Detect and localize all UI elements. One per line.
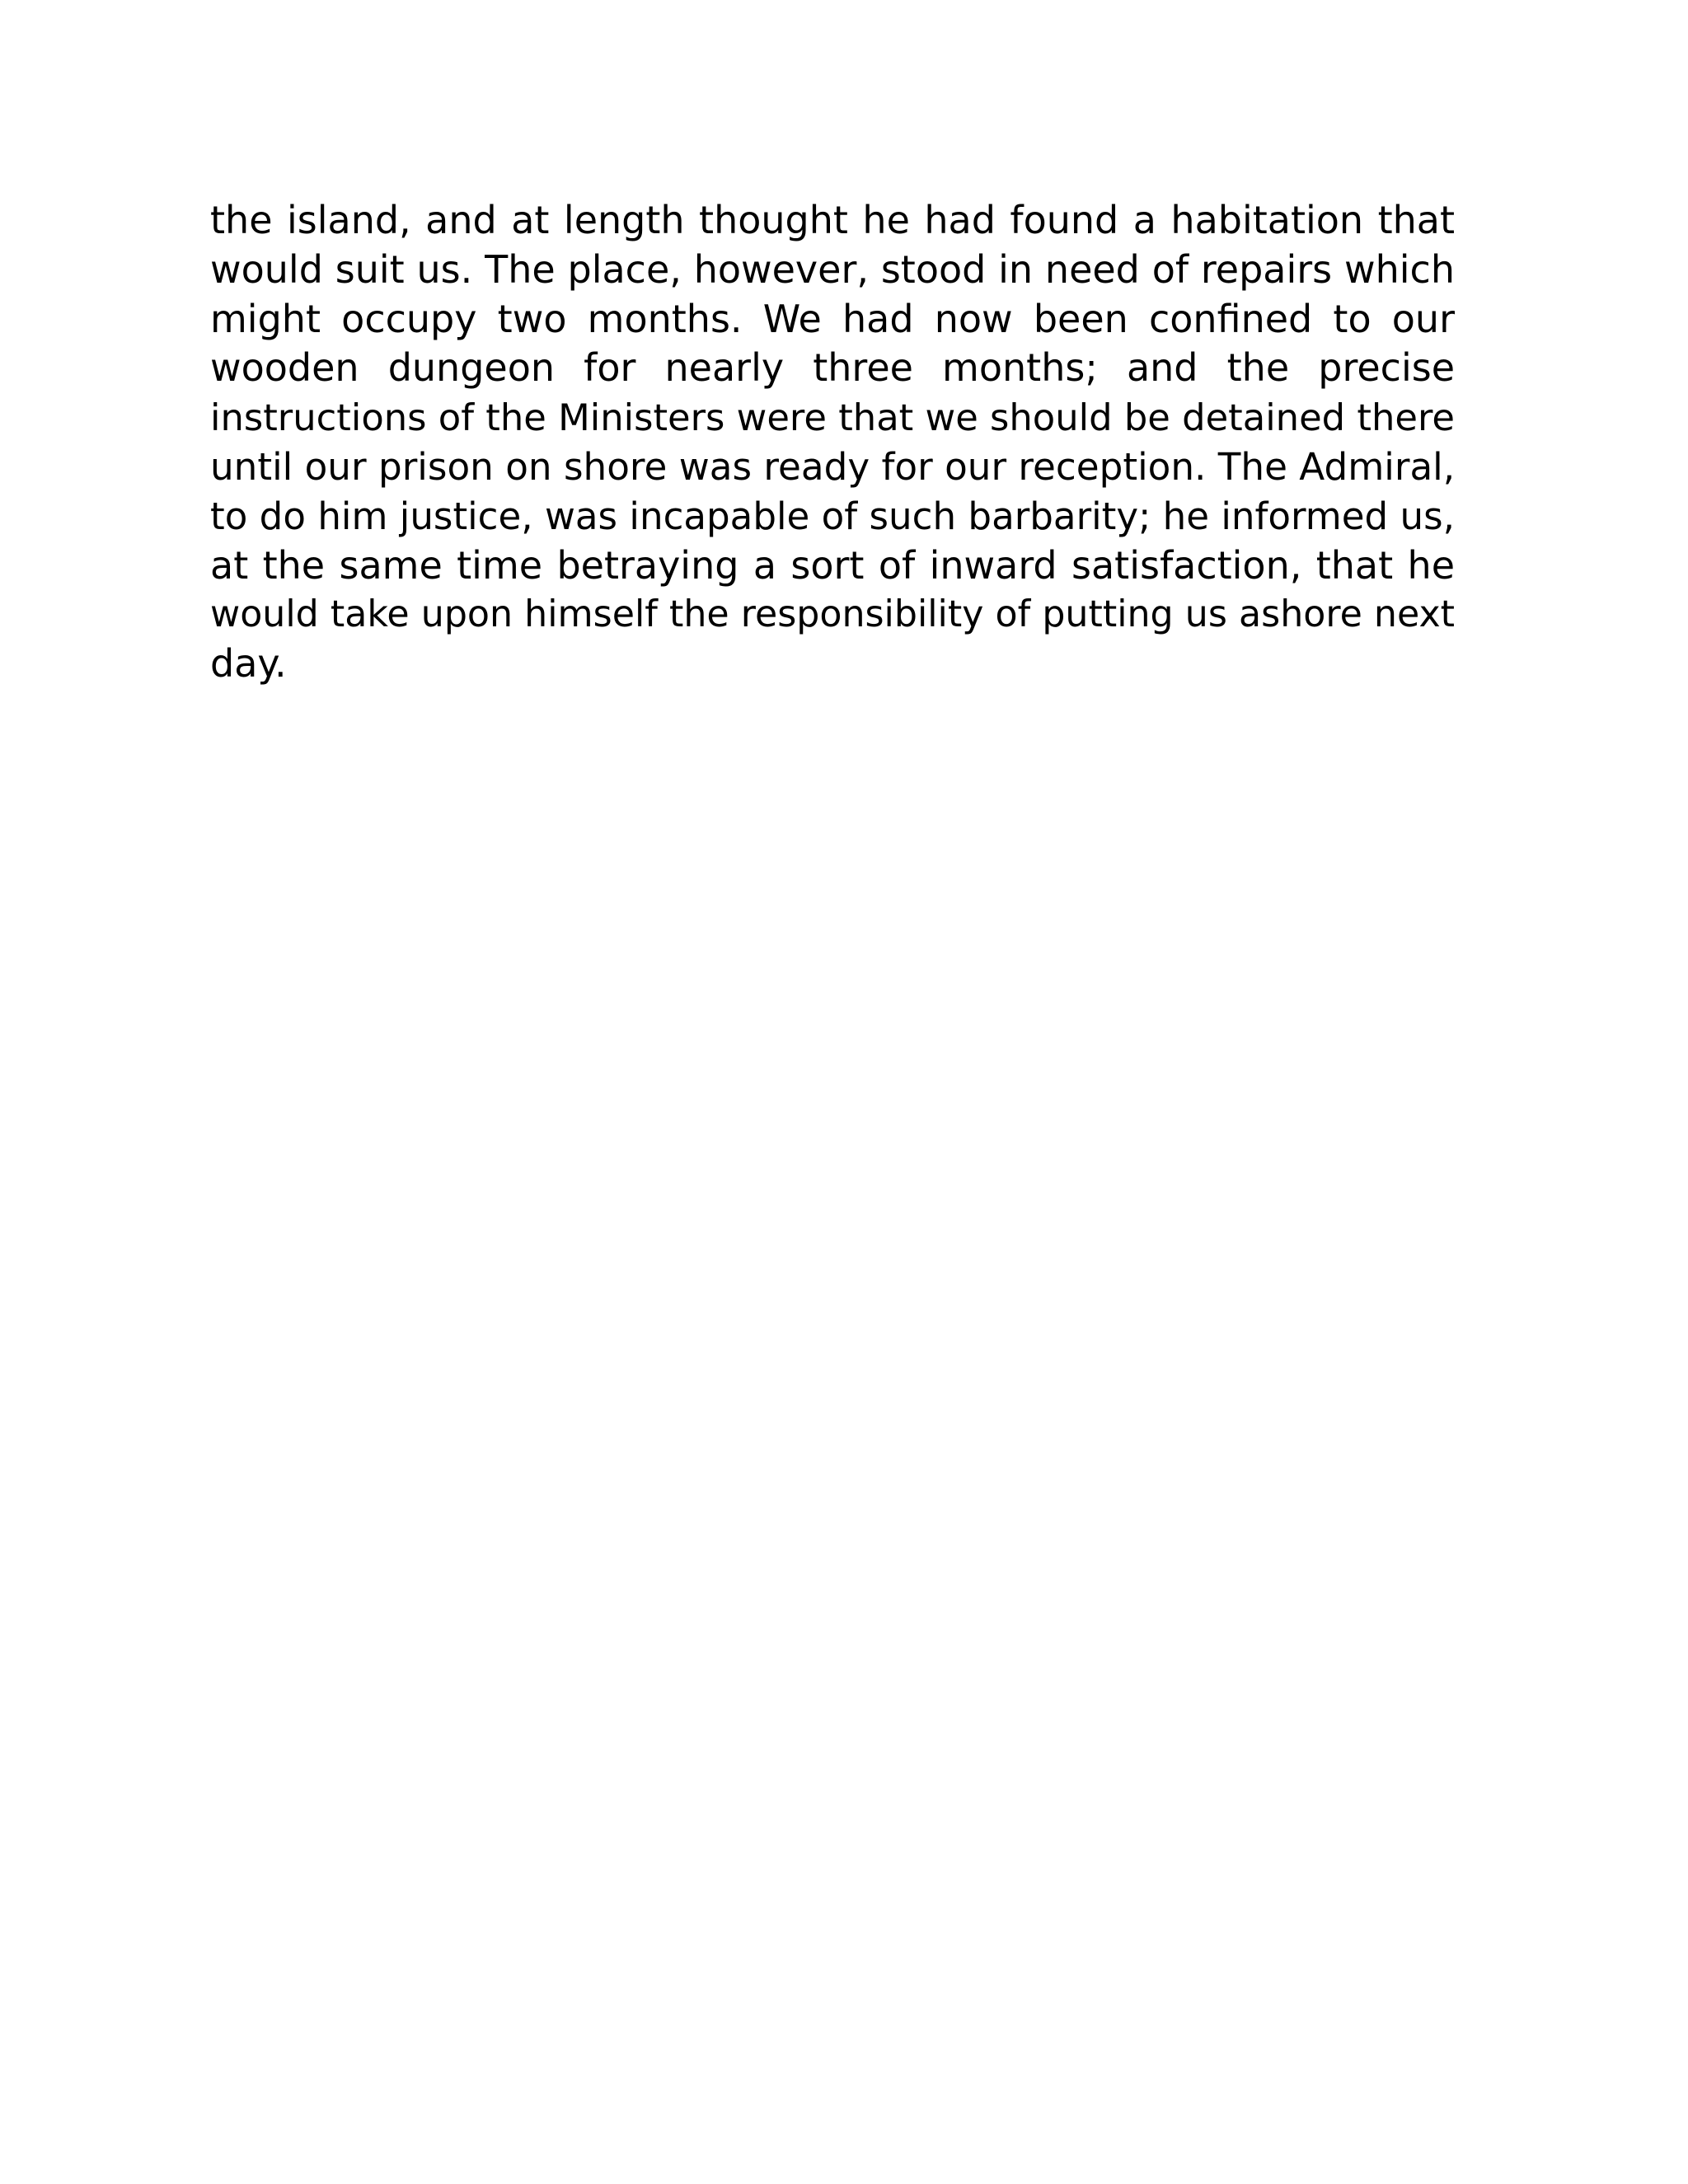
text-line: would take upon himself the responsibility of putting us ashore next: [210, 593, 1455, 636]
text-line: instructions of the Ministers were that we should be detained there: [210, 396, 1455, 440]
text-line: the island, and at length thought he had found a habitation that: [210, 198, 1455, 242]
text-line: day.: [210, 641, 287, 687]
text-line: might occupy two months. We had now been confined to our: [210, 296, 1455, 341]
text-line: would suit us. The place, however, stood in need of repairs which: [210, 246, 1455, 292]
text-line: until our prison on shore was ready for our reception. The Admiral,: [210, 444, 1456, 489]
text-line: at the same time betraying a sort of inward satisfaction, that he: [210, 542, 1455, 588]
text-line: to do him justice, was incapable of such barbarity; he informed us,: [210, 494, 1455, 538]
body-paragraph: [210, 196, 1455, 689]
text-line: wooden dungeon for nearly three months; and the precise: [210, 345, 1455, 391]
